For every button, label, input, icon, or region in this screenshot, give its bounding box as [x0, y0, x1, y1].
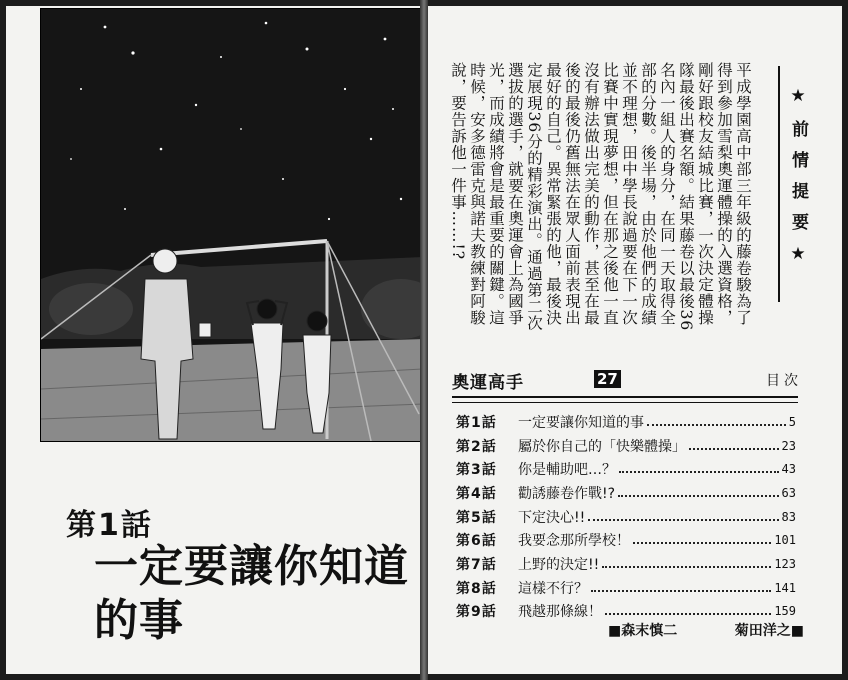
toc-leader-dots	[588, 513, 778, 521]
toc-entry-title: 勸誘藤卷作戰!?	[518, 485, 616, 502]
toc-entry-title: 飛越那條線！	[518, 604, 602, 621]
toc-entry-chapter: 第2話	[456, 438, 497, 455]
artist-credit: 菊田洋之■	[734, 623, 804, 639]
toc-leader-dots	[618, 489, 779, 497]
synopsis-text: 平成學園高中部三年級的藤卷駿為了得到參加雪梨奧運體操的入選資格，剛好跟校友結城比賽，一次決定體操隊最後出賽名額。結果藤卷以最後36名內一組人的身分，在同一天取得全部的分數。後半場，由於他們的成績並不理想，田中學長說過要在下一次比賽中實現夢想，但在那之後他一直沒有辦法做出完美的動作，甚至在最後的最後仍舊無法在眾人面前表現出最好的自己。異常緊張的他，最後決定展現36分的精彩演出。通過第二次選拔的選手，就要在奧運會上為國爭光，而成績將會是最重要的關鍵。這時候，安多德雷克與諾夫教練對阿駿說，要告訴他一件事……!?	[449, 62, 752, 332]
toc-entry-page: 159	[774, 604, 796, 619]
toc-entry-page: 23	[781, 438, 796, 453]
toc-entry[interactable]	[456, 457, 796, 481]
credits	[608, 620, 804, 640]
toc-entry-title: 屬於你自己的「快樂體操」	[518, 438, 686, 455]
toc-header	[452, 368, 802, 392]
toc-entry-title: 你是輔助吧…？	[518, 462, 616, 479]
toc-entry-title: 這樣不行？	[518, 580, 588, 597]
toc-leader-dots	[633, 536, 771, 544]
toc-entry-chapter: 第7話	[456, 556, 497, 573]
toc-entry-page: 123	[774, 556, 796, 571]
toc-list	[456, 410, 796, 623]
toc-leader-dots	[602, 560, 771, 568]
series-title: 奧運高手	[452, 373, 524, 393]
toc-entry-page: 101	[774, 533, 796, 548]
toc-entry-title: 上野的決定!!	[518, 556, 600, 573]
night-scene-illustration	[41, 9, 420, 441]
toc-entry[interactable]	[456, 481, 796, 505]
right-page	[428, 6, 842, 674]
toc-entry-page: 63	[781, 485, 796, 500]
toc-entry-chapter: 第9話	[456, 604, 497, 621]
left-page	[6, 6, 420, 674]
toc-entry-title: 我要念那所學校！	[518, 533, 630, 550]
manga-panel-night-sky	[40, 8, 420, 442]
book-gutter	[420, 0, 428, 680]
toc-entry-title: 一定要讓你知道的事	[518, 414, 644, 431]
toc-entry-chapter: 第1話	[456, 414, 497, 431]
toc-entry-chapter: 第3話	[456, 462, 497, 479]
toc-entry-page: 83	[781, 509, 796, 524]
toc-entry-chapter: 第5話	[456, 509, 497, 526]
toc-entry-chapter: 第6話	[456, 533, 497, 550]
synopsis-divider	[778, 66, 780, 302]
toc-entry-page: 141	[774, 580, 796, 595]
toc-entry-chapter: 第4話	[456, 485, 497, 502]
author-credit: ■森末慎二	[608, 623, 678, 639]
volume-badge: 27	[594, 370, 621, 388]
toc-leader-dots	[591, 584, 771, 592]
toc-label: 目次	[766, 373, 802, 389]
toc-leader-dots	[605, 607, 771, 615]
chapter-number: 第1話	[66, 508, 153, 543]
toc-leader-dots	[689, 442, 779, 450]
toc-entry[interactable]	[456, 576, 796, 600]
chapter-title: 一定要讓你知道的事	[94, 541, 409, 646]
toc-entry[interactable]	[456, 505, 796, 529]
toc-rule	[452, 396, 798, 403]
toc-entry-page: 43	[781, 462, 796, 477]
toc-entry[interactable]	[456, 528, 796, 552]
toc-entry[interactable]	[456, 434, 796, 458]
synopsis-heading: ★前情提要★	[788, 86, 808, 278]
toc-entry-title: 下定決心!!	[518, 509, 586, 526]
toc-entry[interactable]	[456, 552, 796, 576]
toc-entry-chapter: 第8話	[456, 580, 497, 597]
toc-leader-dots	[647, 418, 786, 426]
toc-entry-page: 5	[788, 414, 796, 429]
toc-entry[interactable]	[456, 410, 796, 434]
toc-leader-dots	[619, 465, 779, 473]
